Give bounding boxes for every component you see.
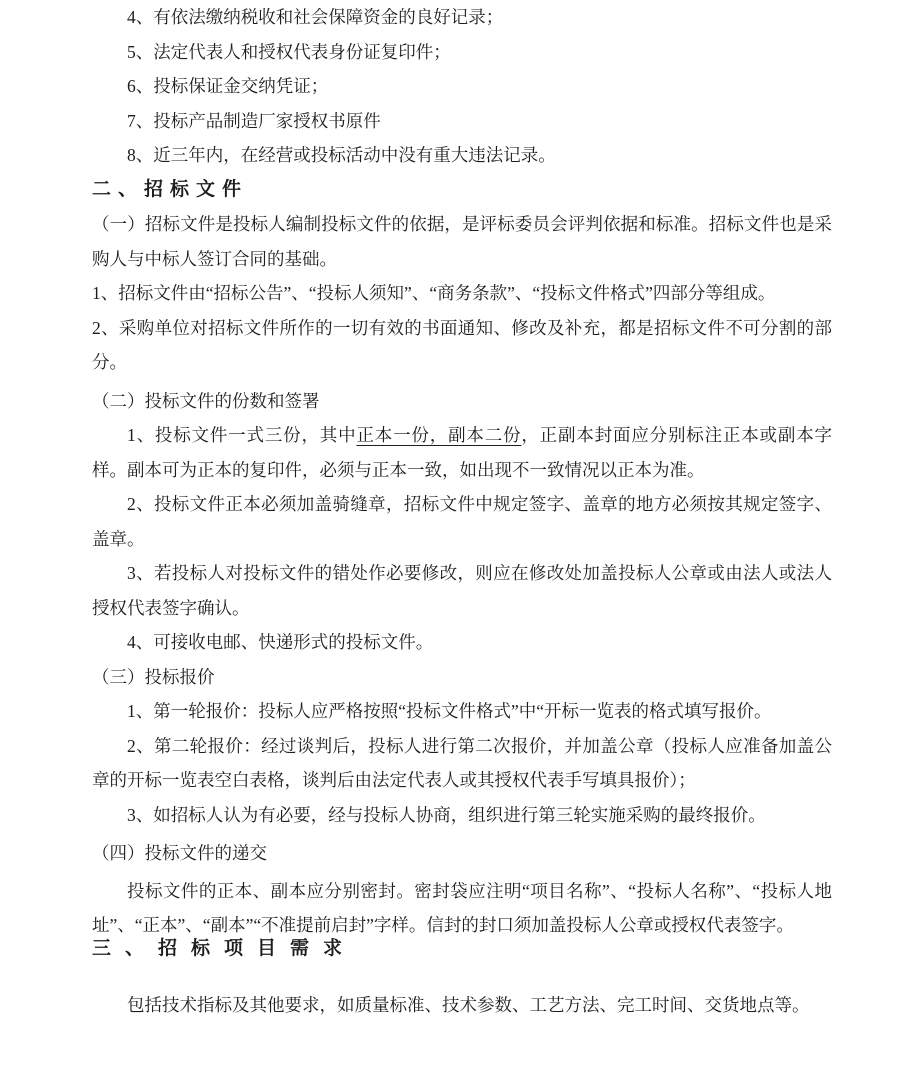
copies-signing-item-1 [92,418,832,487]
qualification-list-item: 5、法定代表人和授权代表身份证复印件； [127,41,451,62]
subsection-heading-submission: （四）投标文件的递交 [92,843,267,863]
copies-signing-item-4: 4、可接收电邮、快递形式的投标文件。 [127,632,434,652]
copies-item-1-pre: 1、投标文件一式三份，其中 [127,425,357,445]
qualification-list-item: 6、投标保证金交纳凭证； [127,76,329,96]
subsection-heading-quotation: （三）投标报价 [92,666,215,687]
qualification-list-item: 8、近三年内，在经营或投标活动中没有重大违法记录。 [127,145,556,165]
qualification-list-item: 4、有依法缴纳税收和社会保障资金的良好记录； [127,7,504,27]
quotation-item-1: 1、第一轮报价：投标人应严格按照“投标文件格式”中“开标一览表的格式填写报价。 [127,701,772,721]
subsection-heading-copies-signing: （二）投标文件的份数和签署 [92,390,320,411]
document-body [92,0,832,1023]
section-heading-project-requirements: 三、招标项目需求 [92,937,357,959]
qualification-list-item: 7、投标产品制造厂家授权书原件 [127,110,381,131]
quotation-item-2: 2、第二轮报价：经过谈判后，投标人进行第二次报价，并加盖公章（投标人应准备加盖公章的开标一览表空白表格，谈判后由法定代表人或其授权代表手写填具报价）； [92,735,832,790]
copies-signing-item-2: 2、投标文件正本必须加盖骑缝章，招标文件中规定签字、盖章的地方必须按其规定签字、盖章。 [92,494,832,549]
para-tender-doc-composition: 1、招标文件由“招标公告”、“投标人须知”、“商务条款”、“投标文件格式”四部分等组成。 [92,283,776,303]
copies-signing-item-3: 3、若投标人对投标文件的错处作必要修改，则应在修改处加盖投标人公章或由法人或法人授权代表签字确认。 [92,563,832,618]
section-heading-tender-documents: 二、招标文件 [92,178,249,200]
para-tender-doc-basis: （一）招标文件是投标人编制投标文件的依据，是评标委员会评判依据和标准。招标文件也是采购人与中标人签订合同的基础。 [92,214,832,269]
copies-item-1-post: ，正副本封面应分别标注正本或副本字样。副本可为正本的复印件，必须与正本一致，如出现不一致情况以正本为准。 [92,425,833,480]
underlined-original-copy-count: 正本一份，副本二份 [356,425,522,445]
para-tender-doc-amendments: 2、采购单位对招标文件所作的一切有效的书面通知、修改及补充，都是招标文件不可分割的部分。 [92,317,832,372]
para-submission: 投标文件的正本、副本应分别密封。密封袋应注明“项目名称”、“投标人名称”、“投标人地址”、“正本”、“副本”“不准提前启封”字样。信封的封口须加盖投标人公章或授权代表签字。 [92,880,832,935]
para-project-requirements: 包括技术指标及其他要求，如质量标准、技术参数、工艺方法、完工时间、交货地点等。 [127,995,810,1015]
quotation-item-3: 3、如招标人认为有必要，经与投标人协商，组织进行第三轮实施采购的最终报价。 [127,804,766,825]
